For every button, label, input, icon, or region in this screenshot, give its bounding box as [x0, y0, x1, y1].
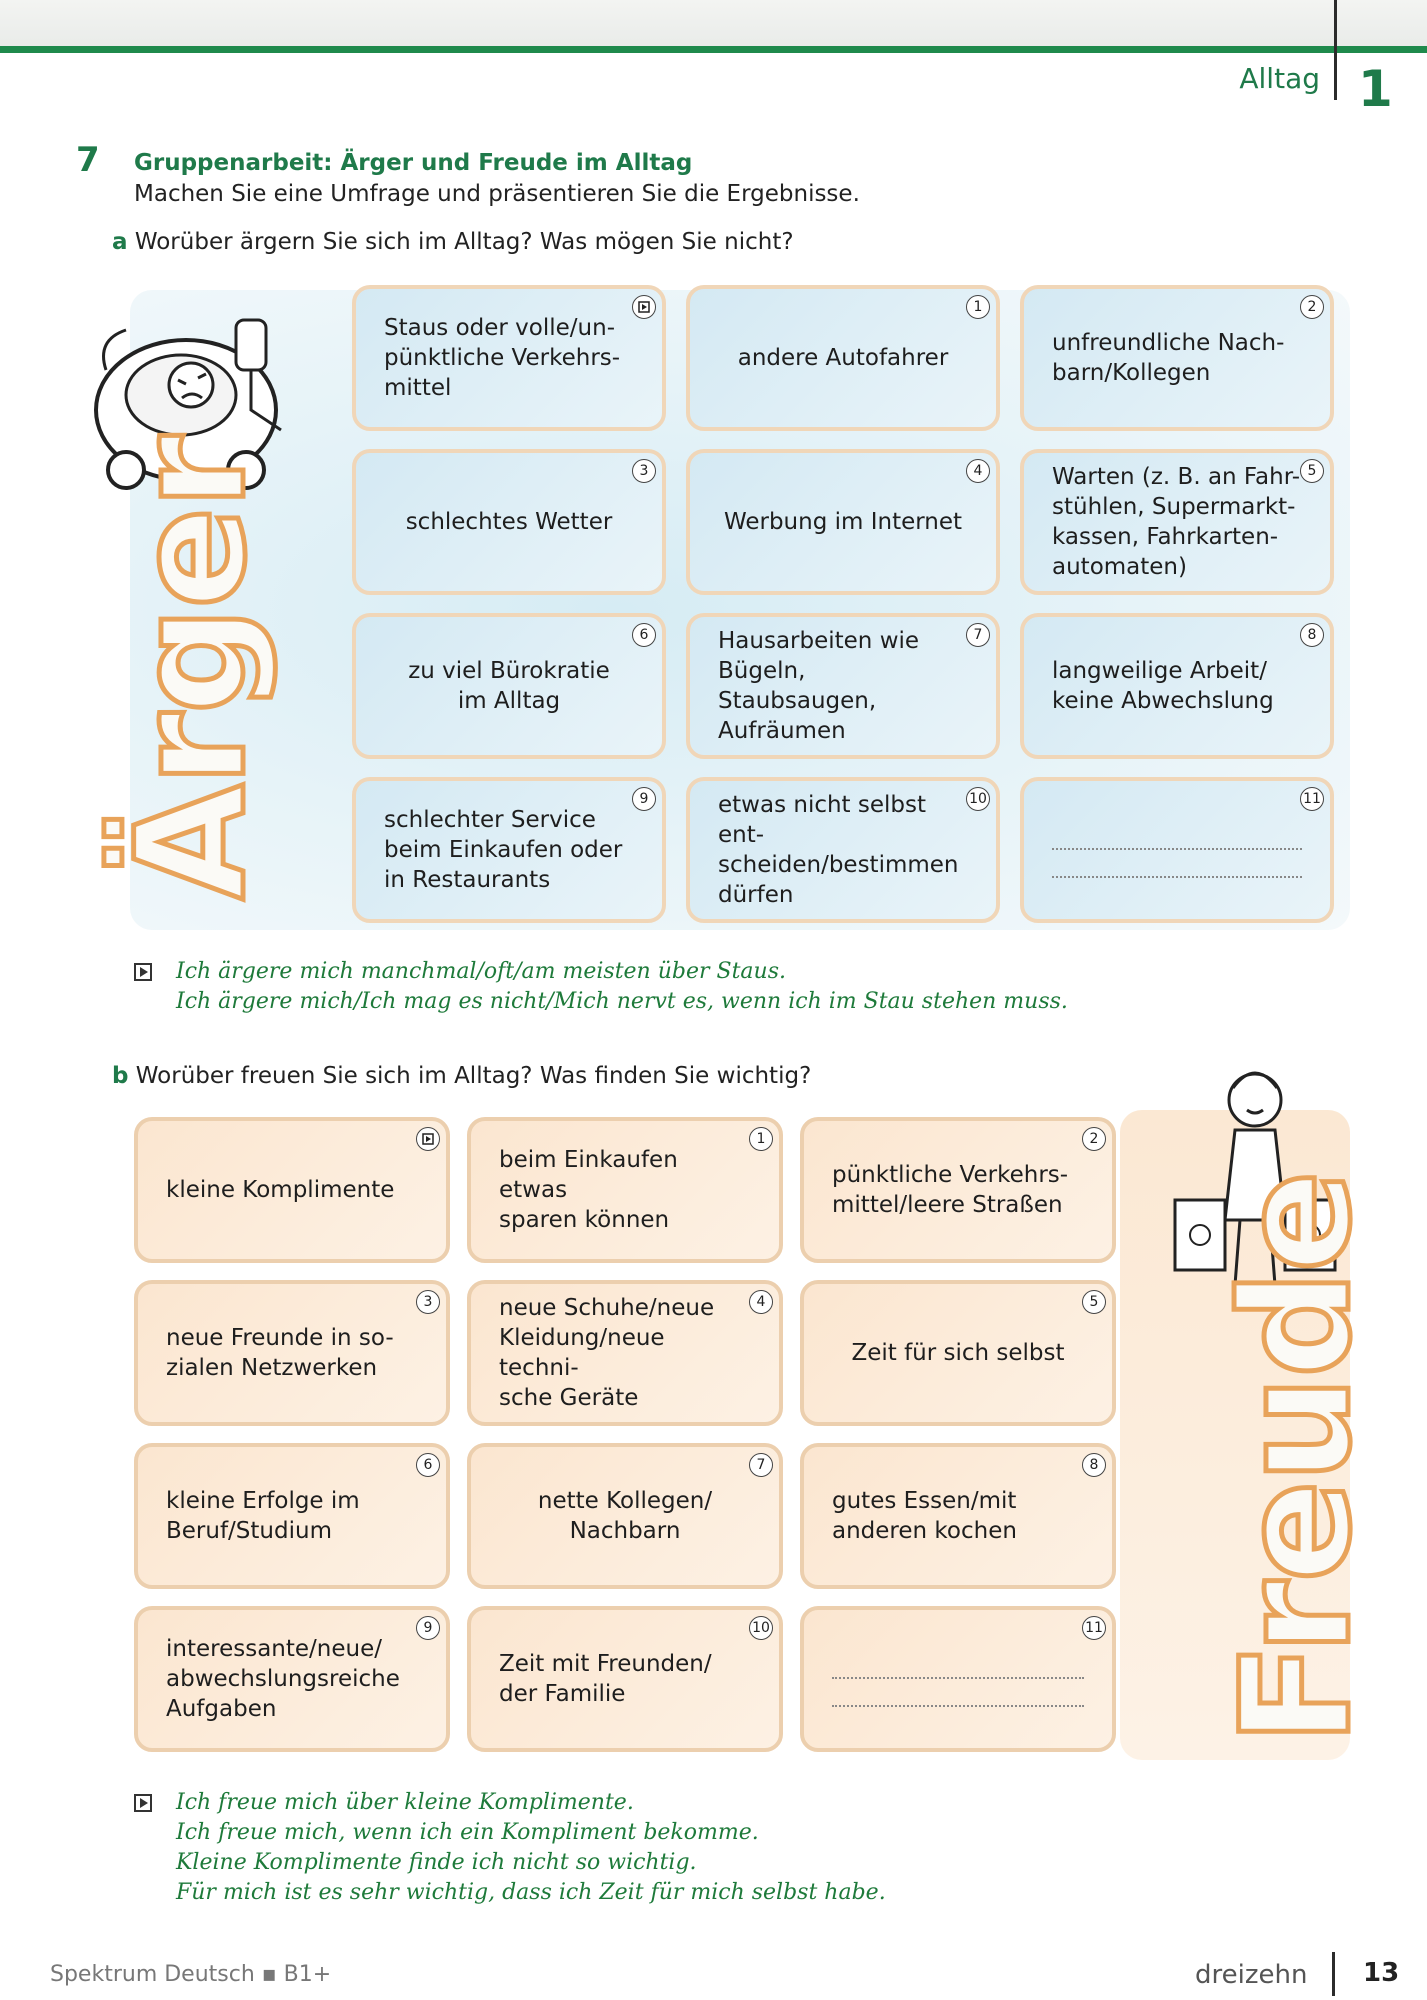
part-b-example-4: Für mich ist es sehr wichtig, dass ich Zeit für mich selbst habe.	[176, 1880, 886, 1905]
card-text: Zeit mit Freunden/ der Familie	[499, 1651, 712, 1707]
write-in-lines[interactable]	[1052, 822, 1302, 878]
card-a-9	[352, 777, 666, 923]
card-text: neue Schuhe/neue Kleidung/neue techni- sche Geräte	[499, 1295, 715, 1411]
card-number-badge: 8	[1300, 623, 1324, 647]
card-a-11-blank[interactable]	[1020, 777, 1334, 923]
footer-page-word: dreizehn	[1195, 1960, 1308, 1990]
card-b-audio	[134, 1117, 450, 1263]
card-text: kleine Komplimente	[166, 1177, 395, 1203]
chapter-number: 1	[1358, 60, 1393, 118]
audio-icon[interactable]	[416, 1127, 440, 1151]
exercise-number: 7	[76, 140, 100, 180]
card-text: gutes Essen/mit anderen kochen	[832, 1488, 1017, 1544]
audio-icon[interactable]	[632, 295, 656, 319]
card-b-3	[134, 1280, 450, 1426]
part-b-question-text: Worüber freuen Sie sich im Alltag? Was finden Sie wichtig?	[135, 1063, 812, 1089]
exercise-title: Gruppenarbeit: Ärger und Freude im Alltag	[134, 150, 693, 176]
part-b-card-grid	[134, 1117, 1116, 1752]
card-number-badge: 3	[632, 459, 656, 483]
card-text: nette Kollegen/ Nachbarn	[537, 1488, 713, 1544]
card-b-8	[800, 1443, 1116, 1589]
card-a-2	[1020, 285, 1334, 431]
card-text: zu viel Bürokratie im Alltag	[408, 658, 610, 714]
card-a-4	[686, 449, 1000, 595]
footer-book-title: Spektrum Deutsch ▪ B1+	[50, 1962, 332, 1987]
card-text: andere Autofahrer	[737, 345, 949, 371]
vertical-word-freude: Freude	[1210, 1172, 1384, 1745]
card-b-11-blank[interactable]	[800, 1606, 1116, 1752]
audio-icon[interactable]	[134, 963, 152, 981]
card-a-3	[352, 449, 666, 595]
card-number-badge: 5	[1082, 1290, 1106, 1314]
card-b-7	[467, 1443, 783, 1589]
part-b-example-1: Ich freue mich über kleine Komplimente.	[176, 1790, 634, 1815]
part-a-example-1: Ich ärgere mich manchmal/oft/am meisten über Staus.	[176, 959, 786, 984]
card-text: schlechtes Wetter	[405, 509, 613, 535]
vertical-word-aerger: Ärger	[105, 436, 279, 900]
card-text: kleine Erfolge im Beruf/Studium	[166, 1488, 360, 1544]
card-text: Zeit für sich selbst	[851, 1340, 1065, 1366]
chapter-divider	[1334, 0, 1337, 100]
card-number-badge: 4	[966, 459, 990, 483]
card-a-10	[686, 777, 1000, 923]
card-a-6	[352, 613, 666, 759]
card-b-10	[467, 1606, 783, 1752]
part-a-question	[112, 229, 794, 255]
card-text: Staus oder volle/un- pünktliche Verkehrs- mittel	[384, 315, 621, 401]
card-number-badge: 4	[749, 1290, 773, 1314]
card-text: neue Freunde in so- zialen Netzwerken	[166, 1325, 394, 1381]
part-b-example-2: Ich freue mich, wenn ich ein Kompliment bekomme.	[176, 1820, 759, 1845]
card-a-7	[686, 613, 1000, 759]
card-number-badge: 6	[416, 1453, 440, 1477]
card-text: schlechter Service beim Einkaufen oder in Restaurants	[384, 807, 623, 893]
card-a-8	[1020, 613, 1334, 759]
card-number-badge: 7	[749, 1453, 773, 1477]
card-b-9	[134, 1606, 450, 1752]
card-number-badge: 8	[1082, 1453, 1106, 1477]
part-a-example-2: Ich ärgere mich/Ich mag es nicht/Mich nervt es, wenn ich im Stau stehen muss.	[176, 989, 1068, 1014]
card-number-badge: 9	[632, 787, 656, 811]
part-a-question-text: Worüber ärgern Sie sich im Alltag? Was mögen Sie nicht?	[134, 229, 794, 255]
part-b-example-3: Kleine Komplimente finde ich nicht so wichtig.	[176, 1850, 697, 1875]
card-number-badge: 2	[1300, 295, 1324, 319]
write-in-lines[interactable]	[832, 1651, 1084, 1707]
card-a-1	[686, 285, 1000, 431]
card-number-badge: 2	[1082, 1127, 1106, 1151]
card-number-badge: 7	[966, 623, 990, 647]
card-text: pünktliche Verkehrs- mittel/leere Straßen	[832, 1162, 1069, 1218]
top-accent-line	[0, 46, 1427, 53]
card-a-5	[1020, 449, 1334, 595]
card-text: beim Einkaufen etwas sparen können	[499, 1147, 678, 1233]
part-b-question	[112, 1063, 811, 1089]
footer-page-number: 13	[1363, 1958, 1400, 1988]
card-number-badge: 11	[1300, 787, 1324, 811]
card-text: etwas nicht selbst ent- scheiden/bestimmen dürfen	[718, 792, 959, 908]
footer-divider	[1332, 1952, 1335, 1996]
card-number-badge: 3	[416, 1290, 440, 1314]
part-a-card-grid	[352, 285, 1334, 923]
part-b-letter: b	[112, 1063, 129, 1089]
chapter-label: Alltag	[1239, 62, 1320, 95]
card-b-4	[467, 1280, 783, 1426]
exercise-instruction: Machen Sie eine Umfrage und präsentieren Sie die Ergebnisse.	[134, 181, 860, 207]
card-number-badge: 10	[966, 787, 990, 811]
card-number-badge: 11	[1082, 1616, 1106, 1640]
card-number-badge: 5	[1300, 459, 1324, 483]
card-b-1	[467, 1117, 783, 1263]
top-banner	[0, 0, 1427, 52]
card-number-badge: 10	[749, 1616, 773, 1640]
card-b-2	[800, 1117, 1116, 1263]
card-number-badge: 6	[632, 623, 656, 647]
card-b-5	[800, 1280, 1116, 1426]
audio-icon[interactable]	[134, 1794, 152, 1812]
card-text: unfreundliche Nach- barn/Kollegen	[1052, 330, 1285, 386]
card-a-audio	[352, 285, 666, 431]
card-number-badge: 9	[416, 1616, 440, 1640]
card-text: Werbung im Internet	[723, 509, 963, 535]
card-text: langweilige Arbeit/ keine Abwechslung	[1052, 658, 1274, 714]
card-b-6	[134, 1443, 450, 1589]
part-a-letter: a	[112, 229, 128, 255]
card-number-badge: 1	[749, 1127, 773, 1151]
card-number-badge: 1	[966, 295, 990, 319]
card-text: Hausarbeiten wie Bügeln, Staubsaugen, Aufräumen	[718, 628, 920, 744]
card-text: interessante/neue/ abwechslungsreiche Aufgaben	[166, 1636, 400, 1722]
card-text: Warten (z. B. an Fahr- stühlen, Supermarkt- kassen, Fahrkarten- automaten)	[1052, 464, 1301, 580]
